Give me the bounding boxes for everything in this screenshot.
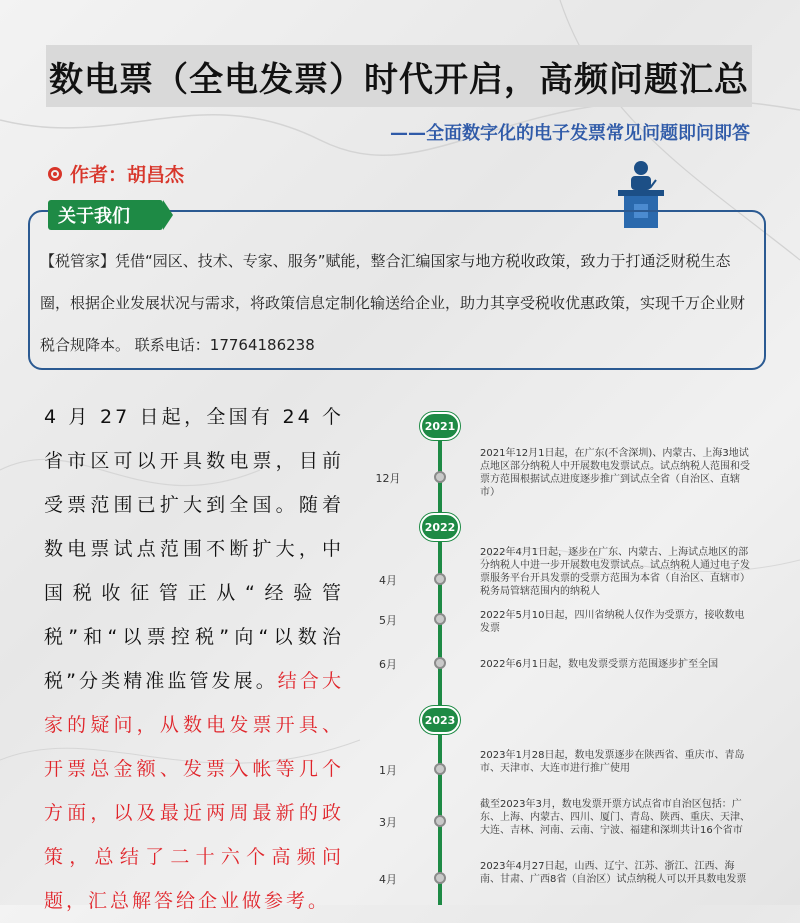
page-title: 数电票（全电发票）时代开启，高频问题汇总 — [49, 59, 749, 100]
timeline-month: 4月 — [379, 873, 397, 886]
timeline-event: 2022年6月1日起，数电发票受票方范围逐步扩至全国 — [480, 659, 719, 670]
year-badge-2022: 2022 — [420, 513, 460, 541]
timeline-month: 1月 — [379, 764, 397, 777]
timeline-event: 2022年5月10日起，四川省纳税人仅作为受票方，接收数电发票 — [480, 610, 745, 634]
timeline-month: 12月 — [375, 472, 401, 485]
timeline-dot — [434, 613, 446, 625]
timeline-event: 2023年4月27日起，山西、辽宁、江苏、浙江、江西、海南、甘肃、广西8省（自治区）试点纳税人可以开具数电发票 — [480, 861, 747, 885]
timeline-dot — [434, 573, 446, 585]
timeline-dot — [434, 763, 446, 775]
timeline-dot — [434, 657, 446, 669]
timeline-month: 6月 — [379, 658, 397, 671]
body-text-black: 4 月 27 日起，全国有 24 个省市区可以开具数电票，目前受票范围已扩大到全国。随着数电票试点范围不断扩大，中国税收征管正从“经验管税”和“以票控税”向“以数治税”分类精准监管发展。 — [44, 406, 344, 692]
about-text: 【税管家】凭借“园区、技术、专家、服务”赋能，整合汇编国家与地方税收政策，致力于打通泛财税生态圈，根据企业发展状况与需求，将政策信息定制化输送给企业，助力其享受税收优惠政策，实现千万企业财税合规降本。 联系电话：17764186238 — [40, 252, 746, 354]
year-badge-2021: 2021 — [420, 412, 460, 440]
article-body — [44, 395, 344, 923]
year-badge-2023: 2023 — [420, 706, 460, 734]
body-text-red: 结合大家的疑问，从数电发票开具、开票总金额、发票入帐等几个方面，以及最近两周最新的政策，总结了二十六个高频问题，汇总解答给企业做参考。 — [44, 670, 344, 912]
timeline-month: 4月 — [379, 574, 397, 587]
target-icon — [48, 167, 62, 181]
timeline-event: 2022年4月1日起，逐步在广东、内蒙古、上海试点地区的部分纳税人中进一步开展数电发票试点。试点纳税人通过电子发票服务平台开具发票的受票方范围为本省（自治区、直辖市）税务局管辖范围内的纳税人 — [480, 547, 750, 597]
timeline-dot — [434, 471, 446, 483]
author-line — [48, 160, 184, 187]
timeline-month: 5月 — [379, 614, 397, 627]
timeline-dot — [434, 872, 446, 884]
about-tag: 关于我们 — [48, 200, 163, 230]
subtitle: ——全面数字化的电子发票常见问题即问即答 — [390, 123, 750, 144]
author-name: 作者：胡昌杰 — [70, 164, 185, 186]
timeline-event: 2021年12月1日起，在广东(不含深圳)、内蒙古、上海3地试点地区部分纳税人中开展数电发票试点。试点纳税人范围和受票方范围根据试点进度逐步推广到试点全省（自治区、直辖市） — [480, 448, 750, 498]
timeline-dot — [434, 815, 446, 827]
timeline-event: 截至2023年3月，数电发票开票方试点省市自治区包括：广东、上海、内蒙古、四川、厦门、青岛、陕西、重庆、天津、大连、吉林、河南、云南、宁波、福建和深圳共计16个省市 — [480, 799, 750, 836]
timeline-event: 2023年1月28日起，数电发票逐步在陕西省、重庆市、青岛市、天津市、大连市进行推广使用 — [480, 750, 745, 774]
title-bar — [46, 45, 752, 107]
timeline-month: 3月 — [379, 816, 397, 829]
